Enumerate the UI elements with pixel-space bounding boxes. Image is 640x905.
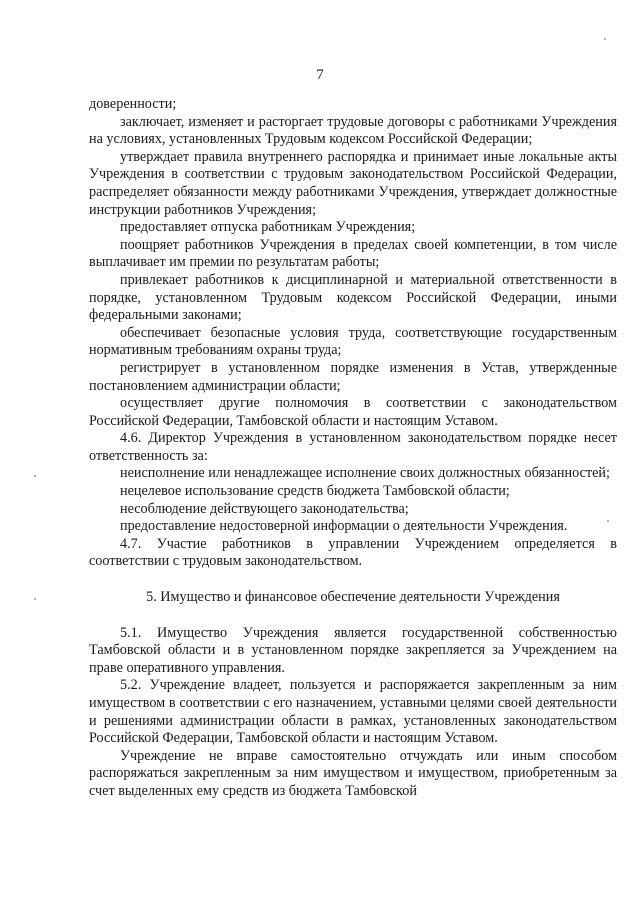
paragraph: поощряет работников Учреждения в пределах своей компетенции, в том числе выплачивает им премии по результатам работы; — [89, 236, 617, 271]
paragraph: неисполнение или ненадлежащее исполнение своих должностных обязанностей; — [120, 465, 610, 482]
paragraph: предоставляет отпуска работникам Учреждения; — [120, 219, 416, 236]
paragraph: осуществляет другие полномочия в соответствии с законодательством Российской Федерации, Тамбовской области и настоящим Уставом. — [89, 395, 617, 429]
paragraph: доверенности; — [89, 96, 177, 112]
paragraph: 4.7. Участие работников в управлении Учреждением определяется в соответствии с трудовым законодательством. — [89, 535, 617, 570]
paragraph: 5.2. Учреждение владеет, пользуется и распоряжается закрепленным за ним имуществом в соответствии с его назначением, уставными целями своей деятельности и решениями администрации области в рамках, установленных законодательством Российской Федерации, Тамбовской области и настоящим Уставом. — [89, 677, 617, 747]
scan-speck — [607, 520, 609, 522]
document-body — [89, 96, 617, 801]
paragraph: Учреждение не вправе самостоятельно отчуждать или иным способом распоряжаться закрепленным за ним имуществом и имуществом, приобретенным за счет выделенных ему средств из бюджета Тамбовской — [89, 747, 617, 799]
paragraph: нецелевое использование средств бюджета Тамбовской области; — [120, 483, 510, 500]
paragraph: заключает, изменяет и расторгает трудовые договоры с работниками Учреждения на условиях, установленных Трудовым кодексом Российской Федерации; — [89, 113, 617, 148]
paragraph: предоставление недостоверной информации о деятельности Учреждения. — [120, 518, 568, 535]
paragraph: привлекает работников к дисциплинарной и материальной ответственности в порядке, установленном Трудовым кодексом Российской Федерации, иными федеральными законами; — [89, 271, 617, 324]
scan-speck — [604, 38, 606, 40]
paragraph: регистрирует в установленном порядке изменения в Устав, утвержденные постановлением администрации области; — [89, 359, 617, 394]
paragraph: утверждает правила внутреннего распорядка и принимает иные локальные акты Учреждения в соответствии с трудовым законодательством Российской Федерации, распределяет обязанности между работниками Учреждения, утверждает должностные инструкции работников Учреждения; — [89, 148, 617, 218]
page-number: 7 — [316, 67, 324, 83]
paragraph: 5.1. Имущество Учреждения является государственной собственностью Тамбовской области и в установленном порядке закрепляется за Учреждением на праве оперативного управления. — [89, 624, 617, 676]
scan-speck — [34, 475, 36, 477]
section-heading: 5. Имущество и финансовое обеспечение деятельности Учреждения — [146, 589, 560, 606]
scan-speck — [34, 598, 36, 600]
paragraph: несоблюдение действующего законодательства; — [120, 500, 409, 517]
paragraph: 4.6. Директор Учреждения в установленном законодательством порядке несет ответственность за: — [89, 430, 617, 464]
paragraph: обеспечивает безопасные условия труда, соответствующие государственным нормативным требованиям охраны труда; — [89, 324, 617, 359]
